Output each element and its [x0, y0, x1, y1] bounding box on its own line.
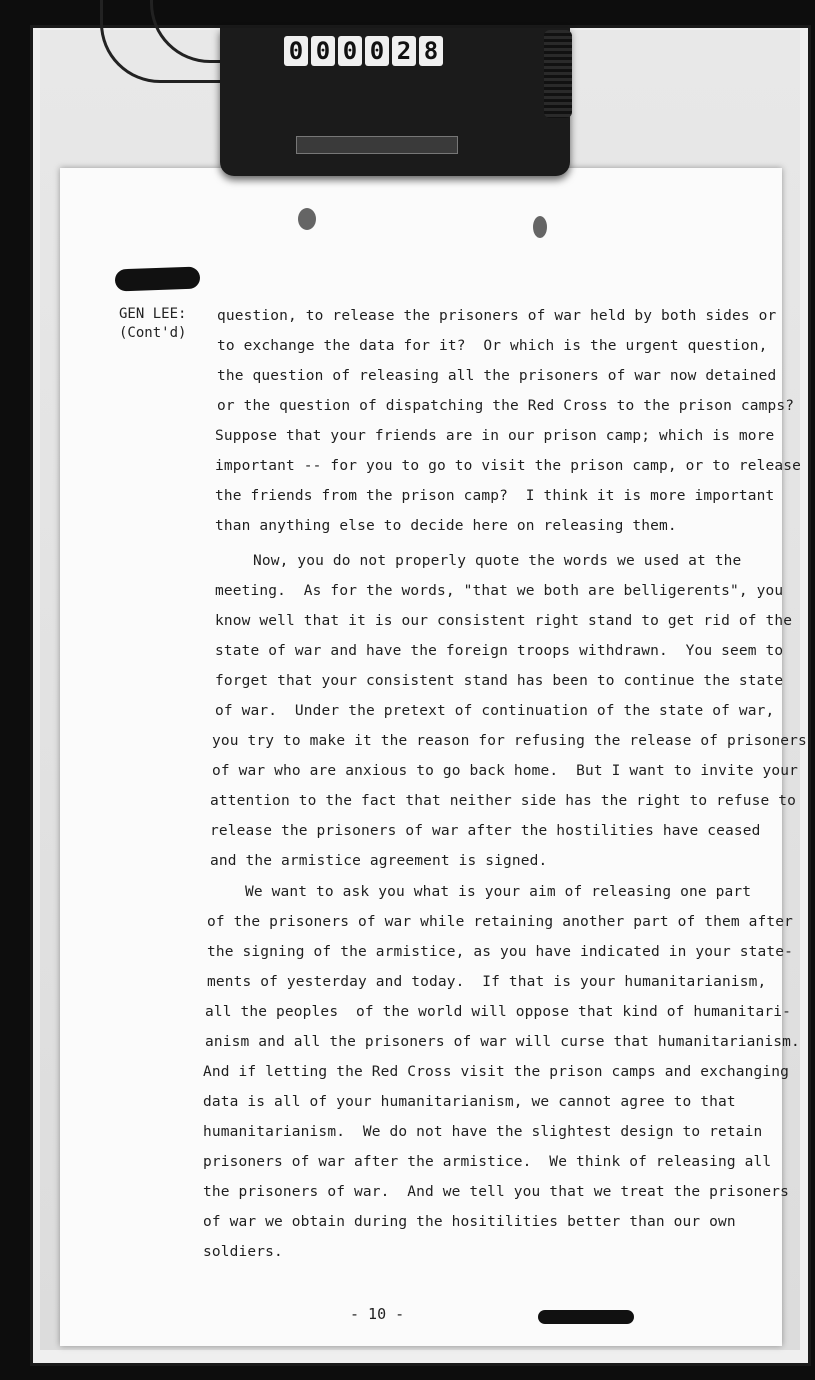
frame-counter: [284, 36, 443, 66]
text-line: of war we obtain during the hositilities better than our own: [203, 1214, 736, 1230]
speaker-name: GEN LEE:: [119, 306, 187, 322]
text-line: and the armistice agreement is signed.: [210, 853, 548, 869]
counter-digit: 0: [338, 36, 362, 66]
redaction-mark: [115, 267, 201, 292]
counter-knob: [544, 30, 572, 118]
counter-digit: 0: [311, 36, 335, 66]
redaction-mark: [538, 1310, 634, 1324]
text-line: the prisoners of war. And we tell you that we treat the prisoners: [203, 1184, 790, 1200]
counter-digit: 0: [365, 36, 389, 66]
text-line: data is all of your humanitarianism, we cannot agree to that: [203, 1094, 736, 1110]
text-line: all the peoples of the world will oppose that kind of humanitari-: [205, 1004, 792, 1020]
text-line: attention to the fact that neither side has the right to refuse to: [210, 793, 797, 809]
text-line: meeting. As for the words, "that we both are belligerents", you: [215, 583, 784, 599]
text-line: forget that your consistent stand has been to continue the state: [215, 673, 784, 689]
text-line: Suppose that your friends are in our prison camp; which is more: [215, 428, 775, 444]
counter-digit: 0: [284, 36, 308, 66]
text-line: Now, you do not properly quote the words we used at the: [253, 553, 742, 569]
text-line: soldiers.: [203, 1244, 283, 1260]
text-line: know well that it is our consistent right stand to get rid of the: [215, 613, 793, 629]
speaker-label: [119, 305, 186, 343]
text-line: prisoners of war after the armistice. We think of releasing all: [203, 1154, 772, 1170]
text-line: to exchange the data for it? Or which is the urgent question,: [217, 338, 768, 354]
text-line: the friends from the prison camp? I think it is more important: [215, 488, 775, 504]
text-line: of war. Under the pretext of continuation of the state of war,: [215, 703, 775, 719]
text-line: anism and all the prisoners of war will curse that humanitarianism.: [205, 1034, 800, 1050]
text-line: And if letting the Red Cross visit the prison camps and exchanging: [203, 1064, 790, 1080]
text-line: state of war and have the foreign troops withdrawn. You seem to: [215, 643, 784, 659]
counter-digit: 2: [392, 36, 416, 66]
text-line: question, to release the prisoners of war held by both sides or: [217, 308, 777, 324]
punch-hole: [298, 208, 316, 230]
counter-digit: 8: [419, 36, 443, 66]
text-line: important -- for you to go to visit the prison camp, or to release: [215, 458, 802, 474]
text-line: than anything else to decide here on releasing them.: [215, 518, 677, 534]
text-line: humanitarianism. We do not have the slightest design to retain: [203, 1124, 763, 1140]
text-line: the question of releasing all the prisoners of war now detained: [217, 368, 777, 384]
text-line: We want to ask you what is your aim of releasing one part: [245, 884, 752, 900]
text-line: you try to make it the reason for refusing the release of prisoners: [212, 733, 807, 749]
text-line: ments of yesterday and today. If that is your humanitarianism,: [207, 974, 767, 990]
counter-label-plate: [296, 136, 458, 154]
speaker-continued-note: (Cont'd): [119, 325, 187, 341]
text-line: or the question of dispatching the Red Cross to the prison camps?: [217, 398, 795, 414]
text-line: release the prisoners of war after the hostilities have ceased: [210, 823, 761, 839]
page-number: - 10 -: [350, 1305, 405, 1323]
text-line: the signing of the armistice, as you have indicated in your state-: [207, 944, 794, 960]
punch-hole: [533, 216, 547, 238]
text-line: of the prisoners of war while retaining another part of them after: [207, 914, 794, 930]
text-line: of war who are anxious to go back home. But I want to invite your: [212, 763, 799, 779]
